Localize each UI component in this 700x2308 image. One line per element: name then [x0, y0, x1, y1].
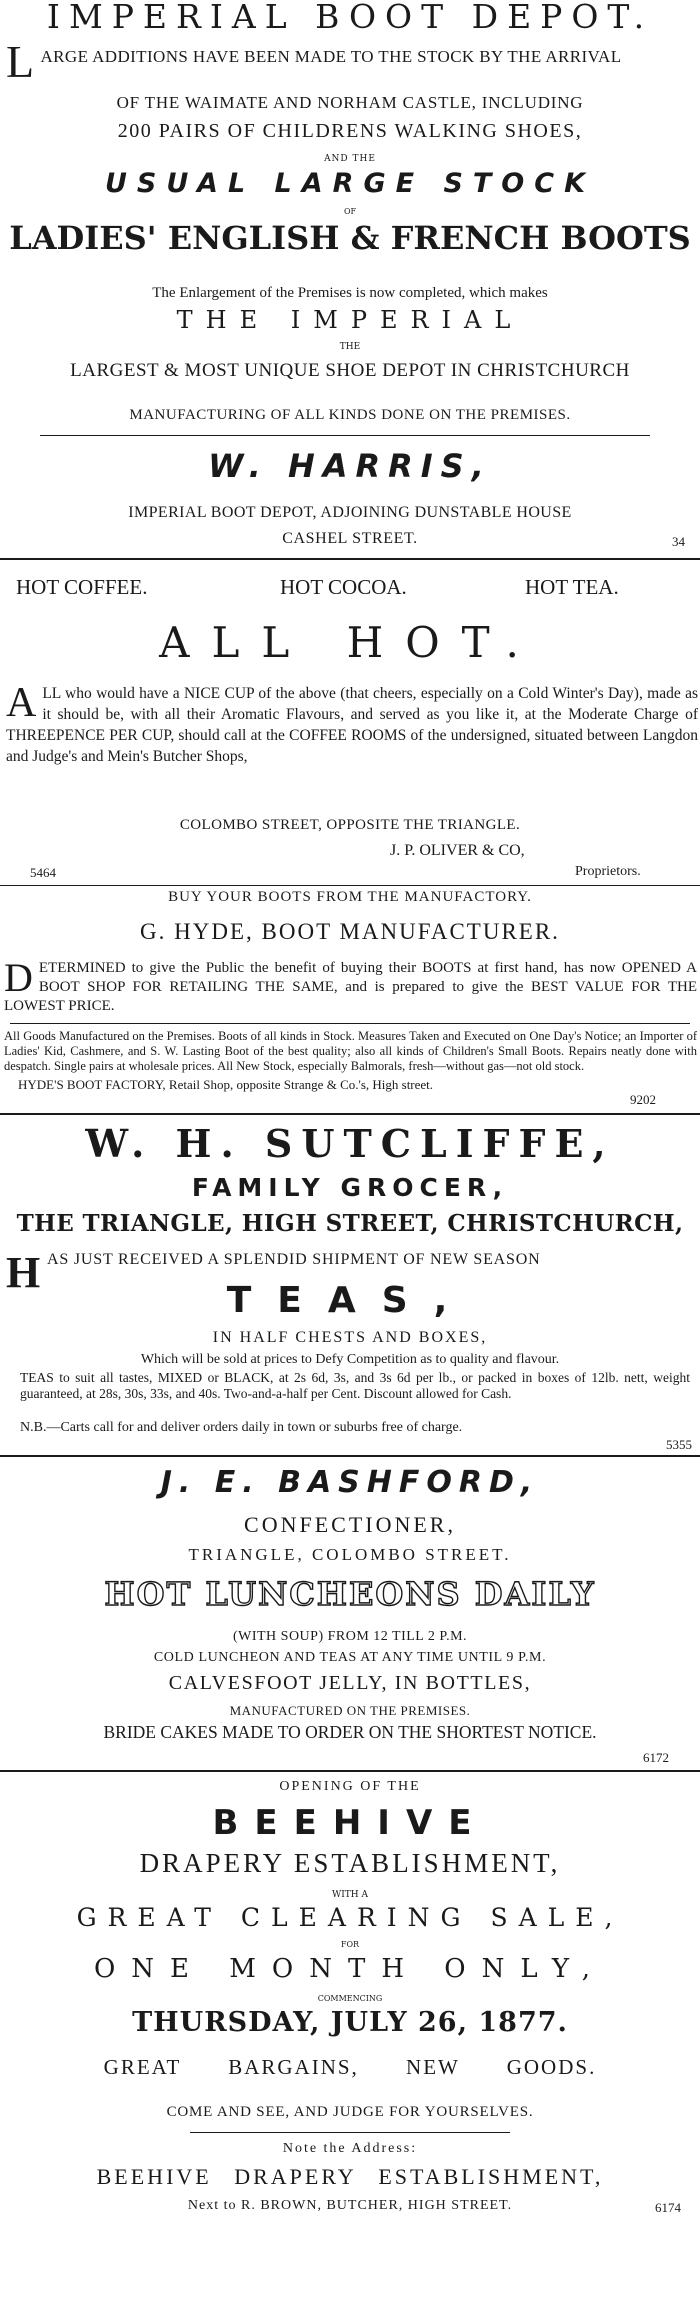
- beehive-rule: [190, 2132, 510, 2133]
- sutcliffe-teas-suit: TEAS to suit all tastes, MIXED or BLACK, at 2s 6d, 3s, and 3s 6d per lb., or packed in boxes of 12lb. nett, weight guaranteed, at 28s, 30s, 33s, and 40s. Two-and-a-half per Cent. Discount allowed for Cash.: [20, 1370, 690, 1401]
- coffee-hot-tea: HOT TEA.: [525, 575, 619, 599]
- sutcliffe-ref: 5355: [666, 1437, 692, 1452]
- coffee-dropcap: A: [6, 680, 37, 726]
- coffee-proprietor: J. P. OLIVER & CO,: [390, 842, 525, 859]
- imperial-ladies-boots: LADIES' ENGLISH & FRENCH BOOTS: [9, 219, 691, 257]
- beehive-note: Note the Address:: [282, 2141, 418, 2156]
- bashford-bride: BRIDE CAKES MADE TO ORDER ON THE SHORTEST NOTICE.: [103, 1722, 597, 1742]
- imperial-address: IMPERIAL BOOT DEPOT, ADJOINING DUNSTABLE HOUSE: [128, 504, 572, 521]
- imperial-title: IMPERIAL BOOT DEPOT.: [46, 0, 654, 36]
- beehive-come: COME AND SEE, AND JUDGE FOR YOURSELVES.: [166, 2104, 534, 2120]
- coffee-location: COLOMBO STREET, OPPOSITE THE TRIANGLE.: [179, 817, 521, 833]
- bashford-soup: (WITH SOUP) FROM 12 TILL 2 P.M.: [232, 1629, 468, 1644]
- divider-1: [0, 558, 700, 560]
- bashford-cold: COLD LUNCHEON AND TEAS AT ANY TIME UNTIL 9 P.M.: [153, 1650, 547, 1665]
- hyde-ref: 9202: [630, 1092, 656, 1107]
- beehive-month: ONE MONTH ONLY,: [93, 1954, 607, 1984]
- bashford-name: J. E. BASHFORD,: [160, 1465, 540, 1500]
- sutcliffe-grocer: FAMILY GROCER,: [191, 1173, 509, 1202]
- hyde-body-text: ETERMINED to give the Public the benefit of buying their BOOTS at first hand, has now OPENED A BOOT SHOP FOR RETAILING THE SAME, and is prepared to give the BEST VALUE FOR THE LOWEST PRICE.: [4, 960, 697, 1014]
- imperial-the-imperial: THE IMPERIAL: [176, 306, 524, 334]
- sutcliffe-received: AS JUST RECEIVED A SPLENDID SHIPMENT OF NEW SEASON: [47, 1251, 541, 1268]
- sutcliffe-chests: IN HALF CHESTS AND BOXES,: [212, 1329, 488, 1346]
- beehive-great: GREAT CLEARING SALE,: [76, 1903, 624, 1932]
- beehive-footer-name: BEEHIVE DRAPERY ESTABLISHMENT,: [96, 2164, 604, 2189]
- bashford-address: TRIANGLE, COLOMBO STREET.: [188, 1545, 512, 1564]
- beehive-name: BEEHIVE: [212, 1803, 488, 1843]
- sutcliffe-dropcap: H: [6, 1248, 42, 1297]
- beehive-opening: OPENING OF THE: [279, 1779, 421, 1794]
- divider-5: [0, 1770, 700, 1772]
- imperial-street: CASHEL STREET.: [282, 530, 418, 547]
- imperial-rule: [40, 435, 650, 436]
- imperial-enlargement: The Enlargement of the Premises is now completed, which makes: [152, 285, 548, 301]
- coffee-body: [6, 680, 698, 767]
- divider-3: [0, 1113, 700, 1115]
- imperial-ref: 34: [672, 534, 685, 549]
- imperial-lead-1-text: ARGE ADDITIONS HAVE BEEN MADE TO THE STOCK BY THE ARRIVAL: [40, 47, 622, 66]
- imperial-lead-2: OF THE WAIMATE AND NORHAM CASTLE, INCLUDING: [116, 93, 584, 112]
- bashford-ref: 6172: [643, 1750, 669, 1765]
- bashford-manufactured: MANUFACTURED ON THE PREMISES.: [229, 1703, 471, 1718]
- hyde-factory: HYDE'S BOOT FACTORY, Retail Shop, opposite Strange & Co.'s, High street.: [18, 1077, 434, 1092]
- beehive-with-a: WITH A: [331, 1890, 369, 1900]
- imperial-largest: LARGEST & MOST UNIQUE SHOE DEPOT IN CHRISTCHURCH: [70, 360, 630, 381]
- divider-4: [0, 1455, 700, 1457]
- divider-2: [0, 885, 700, 886]
- imperial-lead-3: 200 PAIRS OF CHILDRENS WALKING SHOES,: [117, 120, 583, 142]
- coffee-hot-coffee: HOT COFFEE.: [16, 575, 148, 599]
- coffee-proprietors-label: Proprietors.: [575, 864, 641, 879]
- bashford-jelly: CALVESFOOT JELLY, IN BOTTLES,: [168, 1672, 532, 1694]
- sutcliffe-sold: Which will be sold at prices to Defy Competition as to quality and flavour.: [140, 1352, 560, 1367]
- imperial-manufacturing: MANUFACTURING OF ALL KINDS DONE ON THE PREMISES.: [129, 407, 571, 423]
- hyde-dropcap: D: [4, 955, 33, 1000]
- sutcliffe-teas: TEAS,: [226, 1280, 474, 1321]
- coffee-ref: 5464: [30, 865, 56, 880]
- beehive-next-to: Next to R. BROWN, BUTCHER, HIGH STREET.: [187, 2198, 513, 2213]
- imperial-dropcap: L: [6, 36, 35, 87]
- beehive-ref: 6174: [655, 2200, 681, 2215]
- imperial-usual-large-stock: USUAL LARGE STOCK: [104, 168, 596, 199]
- imperial-and-the: AND THE: [324, 154, 376, 164]
- hyde-body: [4, 955, 697, 1016]
- coffee-body-text: LL who would have a NICE CUP of the above (that cheers, especially on a Cold Winter's Day), made as it should be, with all their Aromatic Flavours, and served as you like it, at the Moderate Charge of THREEPENCE PER CUP, should call at the COFFEE ROOMS of the undersigned, situated between Langdon and Judge's and Mein's Butcher Shops,: [6, 685, 698, 765]
- bashford-confectioner: CONFECTIONER,: [244, 1512, 456, 1537]
- hyde-rule: [10, 1023, 690, 1024]
- sutcliffe-name: W. H. SUTCLIFFE,: [85, 1121, 615, 1166]
- hyde-goods: All Goods Manufactured on the Premises. Boots of all kinds in Stock. Measures Taken and Executed on One Day's Notice; an Importer of Ladies' Kid, Cashmere, and S. W. Lasting Boot of the best quality; also all kinds of Children's Small Boots. Repairs neatly done with despatch. Single pairs at wholesale prices. All New Stock, especially Balmorals, fresh—without gas—not old stock.: [4, 1029, 697, 1073]
- beehive-date: THURSDAY, JULY 26, 1877.: [132, 2007, 568, 2038]
- coffee-all-hot: ALL HOT.: [159, 618, 541, 667]
- beehive-commencing: COMMENCING: [317, 1994, 383, 2003]
- coffee-hot-cocoa: HOT COCOA.: [280, 575, 407, 599]
- beehive-drapery: DRAPERY ESTABLISHMENT,: [139, 1848, 561, 1878]
- hyde-buy: BUY YOUR BOOTS FROM THE MANUFACTORY.: [168, 889, 532, 905]
- sutcliffe-address: THE TRIANGLE, HIGH STREET, CHRISTCHURCH,: [16, 1210, 684, 1237]
- beehive-bargains: GREAT BARGAINS, NEW GOODS.: [103, 2055, 597, 2079]
- sutcliffe-nb: N.B.—Carts call for and deliver orders daily in town or suburbs free of charge.: [20, 1420, 463, 1435]
- imperial-the: THE: [339, 342, 361, 352]
- beehive-for: FOR: [340, 1940, 360, 1949]
- imperial-name: W. HARRIS,: [208, 447, 492, 485]
- bashford-lunch: HOT LUNCHEONS DAILY: [104, 1575, 596, 1613]
- hyde-name: G. HYDE, BOOT MANUFACTURER.: [140, 919, 560, 944]
- imperial-lead-1: [6, 36, 696, 87]
- imperial-of: OF: [343, 207, 357, 216]
